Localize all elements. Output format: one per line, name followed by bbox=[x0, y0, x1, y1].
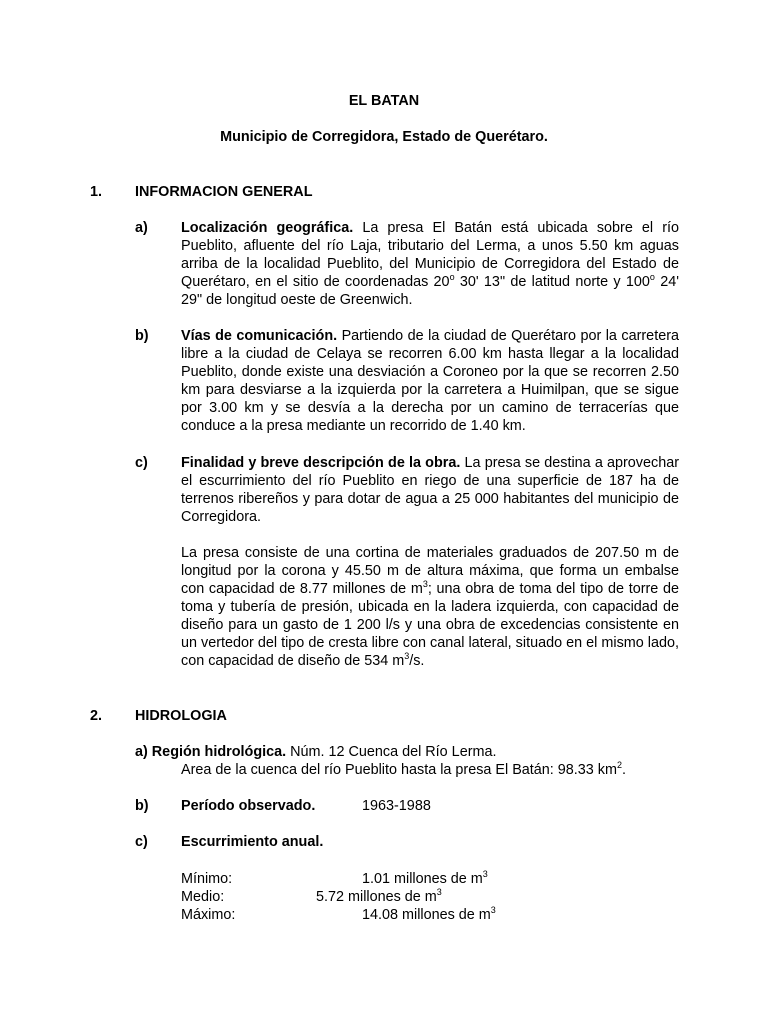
runoff-mean-label: Medio: bbox=[181, 889, 225, 905]
item-2b-lead: Período observado. bbox=[181, 798, 316, 814]
item-1a-text1: La presa El Batán está ubicada sobre el río Pueblito, afluente del río Laja, tributario del Lerma, a unos 5.50 km aguas arriba de la localidad Pueblito, del Municipio de Corregidora del Estado de Querétaro, en el sitio de coordenadas 20 bbox=[181, 220, 679, 290]
item-2a-lead: a) Región hidrológica. bbox=[135, 744, 287, 760]
runoff-max-value-text: 14.08 millones de m bbox=[362, 907, 491, 923]
item-1c-paragraph-2 bbox=[181, 544, 679, 670]
runoff-max-label: Máximo: bbox=[181, 907, 236, 923]
superscript-3: 3 bbox=[482, 869, 488, 879]
degree-mark: o bbox=[449, 272, 455, 282]
superscript-2: 2 bbox=[616, 760, 622, 770]
item-2a-line1 bbox=[135, 743, 496, 761]
runoff-min-value-text: 1.01 millones de m bbox=[362, 871, 483, 887]
para2-part2: ; una obra de toma del tipo de torre de toma y tubería de presión, ubicada en la ladera izquierda, con capacidad de diseño para un gasto de 1 200 l/s y una obra de excedencias consistente en un vertedor del tipo de cresta libre con canal lateral, situado en el mismo lado, con capacidad de diseño de 534 m bbox=[181, 581, 679, 669]
item-1b-text: Partiendo de la ciudad de Querétaro por la carretera libre a la ciudad de Celaya se recorren 6.00 km hasta llegar a la localidad Pueblito, donde existe una desviación a Coroneo por la que se recorren 2.50 km para desviarse a la izquierda por la carretera a Huimilpan, que se sigue por 3.00 km y se desvía a la derecha por un camino de terracerías que conduce a la presa mediante un recorrido de 1.40 km. bbox=[181, 328, 679, 434]
runoff-mean-value-text: 5.72 millones de m bbox=[316, 889, 437, 905]
item-2a-text: Núm. 12 Cuenca del Río Lerma. bbox=[286, 744, 497, 760]
superscript-3: 3 bbox=[422, 579, 428, 589]
item-1c-lead: Finalidad y breve descripción de la obra. bbox=[181, 455, 461, 471]
item-2a-line2-end: . bbox=[622, 762, 626, 778]
item-1c-marker: c) bbox=[135, 455, 148, 471]
runoff-min-label: Mínimo: bbox=[181, 871, 233, 887]
runoff-min-value bbox=[362, 870, 488, 888]
degree-mark: o bbox=[649, 272, 655, 282]
item-2b-value: 1963-1988 bbox=[362, 798, 431, 814]
document-subtitle: Municipio de Corregidora, Estado de Querétaro. bbox=[220, 129, 548, 145]
para2-part3: /s. bbox=[409, 653, 425, 669]
superscript-3: 3 bbox=[490, 905, 496, 915]
item-2b-marker: b) bbox=[135, 798, 149, 814]
section-2-heading: HIDROLOGIA bbox=[135, 708, 227, 724]
section-1-heading: INFORMACION GENERAL bbox=[135, 184, 313, 200]
item-2c-lead: Escurrimiento anual. bbox=[181, 834, 324, 850]
document-title: EL BATAN bbox=[348, 93, 420, 109]
item-2c-marker: c) bbox=[135, 834, 148, 850]
section-1-number: 1. bbox=[90, 184, 103, 200]
item-1c-text: La presa se destina a aprovechar el escurrimiento del río Pueblito en riego de una superficie de 187 ha de terrenos ribereños y para dotar de agua a 25 000 habitantes del municipio de Corregidora. bbox=[181, 455, 679, 525]
item-1b-paragraph bbox=[181, 327, 679, 435]
item-2a-line2-text: Area de la cuenca del río Pueblito hasta la presa El Batán: 98.33 km bbox=[181, 762, 617, 778]
para2-part1: La presa consiste de una cortina de materiales graduados de 207.50 m de longitud por la corona y 45.50 m de altura máxima, que forma un embalse con capacidad de 8.77 millones de m bbox=[181, 545, 679, 597]
runoff-mean-value bbox=[316, 888, 442, 906]
item-1b-lead: Vías de comunicación. bbox=[181, 328, 338, 344]
superscript-3: 3 bbox=[436, 887, 442, 897]
item-1a-lead: Localización geográfica. bbox=[181, 220, 354, 236]
item-1b-marker: b) bbox=[135, 328, 149, 344]
section-2-number: 2. bbox=[90, 708, 103, 724]
item-1a-paragraph bbox=[181, 219, 679, 309]
item-1a-marker: a) bbox=[135, 220, 148, 236]
item-2a-line2 bbox=[181, 761, 626, 779]
superscript-3: 3 bbox=[404, 651, 410, 661]
item-1a-text3: 24' 29" de longitud oeste de Greenwich. bbox=[181, 274, 679, 308]
item-1c-paragraph bbox=[181, 454, 679, 526]
item-1a-text2: 30' 13" de latitud norte y 100 bbox=[454, 274, 650, 290]
runoff-max-value bbox=[362, 906, 496, 924]
